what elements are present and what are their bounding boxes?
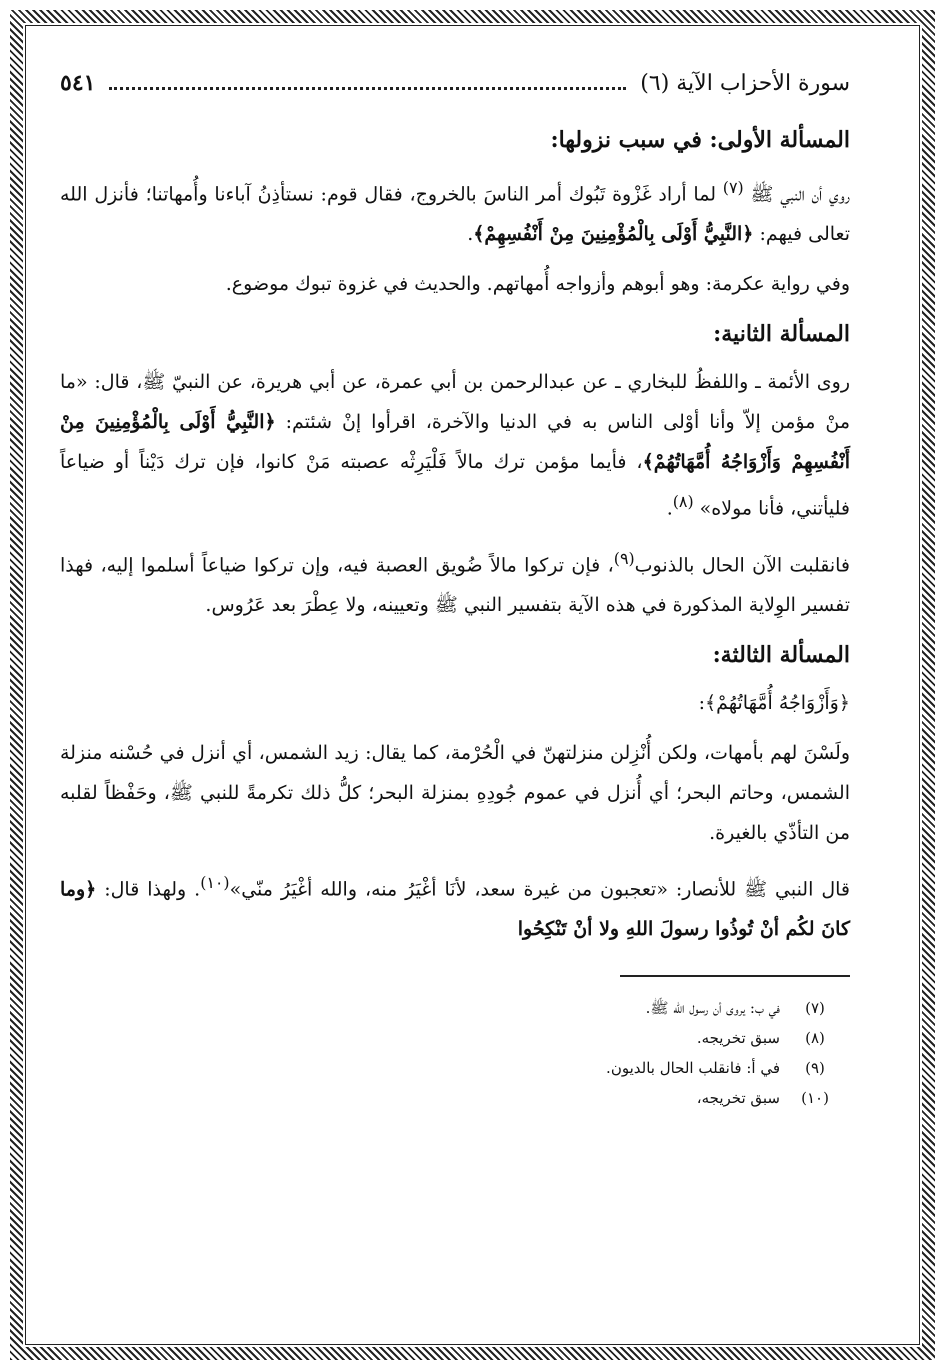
section2-paragraph1 [60,362,850,528]
section1-heading: المسألة الأولى: في سبب نزولها: [550,127,850,153]
footnote-text: في ب: يروى أن رسول الله ﷺ. [645,999,780,1018]
section1-paragraph1 [60,168,850,254]
footnote [60,1083,850,1113]
quran-verse: ﴿النَّبِيُّ أَوْلَى بِالْمُؤْمِنِينَ مِنْ أَنْفُسِهِمْ﴾ [473,223,754,246]
section3-paragraph2 [60,863,850,949]
footnote-divider [620,975,850,977]
footnote-text: في أ: فانقلب الحال بالديون. [606,1059,780,1078]
running-header [60,70,850,110]
page-body [60,70,850,1310]
text-run: . [666,497,673,520]
text-run: ، فأيما مؤمن ترك مالاً فَلْيَرِثْه عصبته مَنْ كانوا، فإن ترك دَيْناً أو ضياعاً فليأتني، فأنا مولاه» [60,451,850,520]
footnote-number: (٧) [805,999,825,1018]
footnote-ref: (٨) [672,492,694,512]
quran-verse: ﴿النَّبِيُّ أَوْلَى بِالْمُؤْمِنِينَ مِنْ أَنْفُسِهِمْ وَأَزْوَاجُهُ أُمَّهَاتُهُمْ﴾ [60,411,851,474]
footnote-ref: (٧) [722,178,744,197]
footnote [60,1053,850,1083]
section3-heading: المسألة الثالثة: [712,641,850,668]
text-run: قال النبي ﷺ للأنصار: «تعجبون من غيرة سعد، لأنَا أغْيَرُ منه، والله أغْيَرُ منّي» [229,878,850,901]
header-leader-dots [109,87,626,90]
section3-paragraph1: ولَسْنَ لهم بأمهات، ولكن أُنْزِلن منزلتهنّ في الْحُرْمة، كما يقال: زيد الشمس، أي أنزل في حُسْنه منزلة الشمس، وحاتم البحر؛ أي أُنزل في عموم جُودِهِ بمنزلة البحر؛ كلُّ ذلك تكرمةً للنبي ﷺ، وحَفْظاً لقلبه من التأذّي بالغيرة. [60,741,850,844]
footnote [60,1023,850,1053]
footnote-text: سبق تخريجه. [696,1029,780,1048]
section2-paragraph2 [60,539,850,625]
section2-heading: المسألة الثانية: [713,321,850,348]
text-run: روى الأئمة ـ واللفظُ للبخاري ـ عن عبدالرحمن بن أبي عمرة، عن أبي هريرة، عن النبيّ ﷺ، قال: «ما منْ مؤمن إلاّ وأنا أوْلى الناس به في الدنيا والآخرة، اقرأوا إنْ شئتم: [60,371,851,434]
footnote-number: (٨) [805,1029,825,1048]
footnote-text: سبق تخريجه، [696,1089,780,1108]
section3-verse: ﴿وَأَزْوَاجُهُ أُمَّهَاتُهُمْ﴾: [698,691,850,714]
text-run: ، فإن تركوا مالاً ضُويق العصبة فيه، وإن تركوا ضياعاً أسلموا إليه، فهذا تفسير الوِلاية المذكورة في هذه الآية بتفسير النبي ﷺ وتعيينه، ولا عِطْرَ بعد عَرُوس. [60,553,850,616]
text-run: . [467,223,474,246]
page-number: ٥٤١ [60,70,96,96]
footnote-ref: (٩) [613,548,635,568]
footnote-number: (٩) [805,1059,825,1078]
header-title: سورة الأحزاب الآية (٦) [640,71,850,96]
quran-verse: ﴿وما كانَ لكُم أنْ تُوذُوا رسولَ اللهِ ولا أنْ تَنْكِحُوا [60,878,850,941]
section1-paragraph2: وفي رواية عكرمة: وهو أبوهم وأزواجه أُمهاتهم. والحديث في غزوة تبوك موضوع. [225,273,850,296]
text-run: . ولهذا قال: [96,878,201,901]
footnote-number: (١٠) [801,1089,829,1108]
text-run: روي أن النبي ﷺ [743,183,850,206]
footnote [60,993,850,1023]
text-run: لما أراد غَزْوة تَبُوك أمر الناسَ بالخروج، فقال قوم: نستأذِنُ آباءنا وأُمهاتنا؛ فأنزل الله تعالى فيهم: [60,183,850,246]
footnotes [60,993,850,1113]
text-run: فانقلبت الآن الحال بالذنوب [634,553,850,576]
footnote-ref: (١٠) [200,872,230,892]
